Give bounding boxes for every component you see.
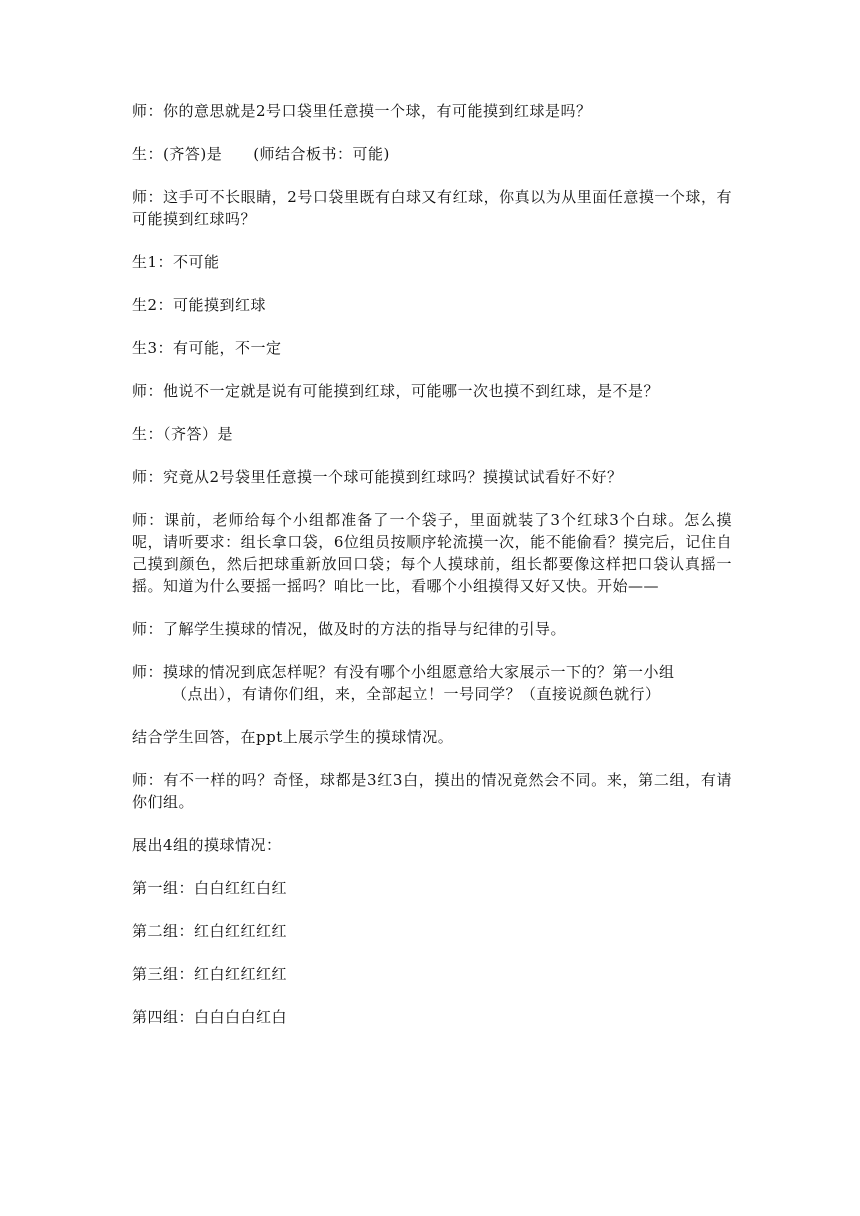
paragraph: 生3：有可能，不一定 — [132, 339, 282, 357]
paragraph-hanging — [132, 661, 732, 705]
paragraph: 师：了解学生摸球的情况，做及时的方法的指导与纪律的引导。 — [132, 620, 567, 638]
paragraph: 师：课前，老师给每个小组都准备了一个袋子，里面就装了3个红球3个白球。怎么摸呢，请听要求：组长拿口袋，6位组员按顺序轮流摸一次，能不能偷看？摸完后，记住自己摸到颜色，然后把球重新放回口袋；每个人摸球前，组长都要像这样把口袋认真摇一摇。知道为什么要摇一摇吗？咱比一比，看哪个小组摸得又好又快。开始—— — [132, 511, 732, 595]
paragraph: 生：（齐答）是 — [132, 425, 234, 443]
paragraph: 生：(齐答)是 (师结合板书：可能) — [132, 145, 390, 163]
paragraph: 师：这手可不长眼睛，2号口袋里既有白球又有红球，你真以为从里面任意摸一个球，有可能摸到红球吗？ — [132, 188, 732, 228]
paragraph: 生2：可能摸到红球 — [132, 296, 267, 314]
group-result: 第一组：白白红红白红 — [132, 879, 288, 897]
paragraph: 展出4组的摸球情况： — [132, 836, 282, 854]
paragraph: 师：你的意思就是2号口袋里任意摸一个球，有可能摸到红球是吗？ — [132, 102, 592, 120]
group-result: 第二组：红白红红红红 — [132, 922, 288, 940]
group-result: 第四组：白白白白红白 — [132, 1008, 288, 1026]
group-result: 第三组：红白红红红红 — [132, 965, 288, 983]
paragraph: 师：究竟从2号袋里任意摸一个球可能摸到红球吗？摸摸试试看好不好？ — [132, 468, 623, 486]
document-body — [132, 100, 732, 1049]
paragraph-line: 师：摸球的情况到底怎样呢？有没有哪个小组愿意给大家展示一下的？第一小组 — [132, 663, 675, 681]
paragraph: 生1：不可能 — [132, 253, 220, 271]
paragraph-line-indented: （点出），有请你们组，来，全部起立！一号同学？（直接说颜色就行） — [172, 685, 661, 703]
paragraph: 结合学生回答，在ppt上展示学生的摸球情况。 — [132, 728, 454, 746]
paragraph: 师：他说不一定就是说有可能摸到红球，可能哪一次也摸不到红球，是不是？ — [132, 382, 660, 400]
paragraph: 师：有不一样的吗？奇怪，球都是3红3白，摸出的情况竟然会不同。来，第二组，有请你们组。 — [132, 771, 732, 811]
